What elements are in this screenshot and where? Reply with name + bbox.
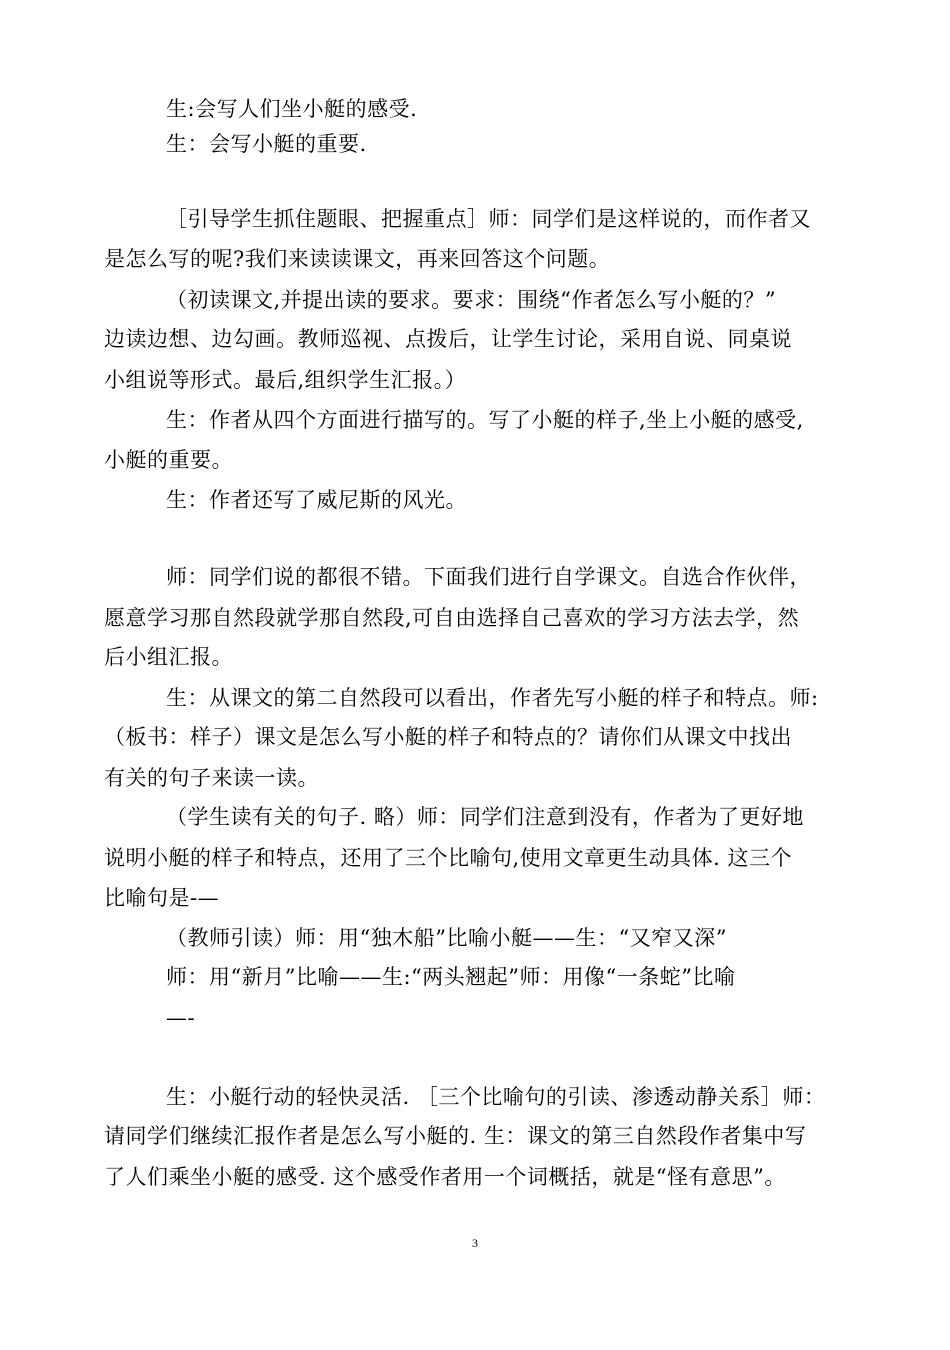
- text-line: 后小组汇报。: [104, 645, 233, 669]
- text-line: （教师引读）师：用“独木船”比喻小艇——生：“又窄又深”: [166, 926, 727, 950]
- text-line: 说明小艇的样子和特点，还用了三个比喻句,使用文章更生动具体. 这三个: [104, 846, 793, 870]
- text-line: 小艇的重要。: [104, 448, 233, 472]
- text-line: 师：同学们说的都很不错。下面我们进行自学课文。自选合作伙伴，: [166, 565, 811, 589]
- text-line: 生：会写小艇的重要.: [166, 132, 367, 156]
- text-line: 小组说等形式。最后,组织学生汇报。）: [104, 368, 467, 392]
- text-line: 生：作者从四个方面进行描写的。写了小艇的样子,坐上小艇的感受,: [166, 408, 804, 432]
- text-line: 有关的句子来读一读。: [104, 766, 319, 790]
- page-number: 3: [472, 1236, 478, 1250]
- text-line: （初读课文,并提出读的要求。要求：围绕“作者怎么写小艇的？”: [166, 288, 777, 312]
- text-line: 比喻句是-—: [104, 886, 220, 910]
- text-line: （板书：样子）课文是怎么写小艇的样子和特点的？请你们从课文中找出: [104, 725, 792, 749]
- text-line: 生：作者还写了威尼斯的风光。: [166, 488, 467, 512]
- text-line: 师：用“新月”比喻——生:“两头翘起”师：用像“一条蛇”比喻: [166, 965, 736, 989]
- text-line: 边读边想、边勾画。教师巡视、点拨后，让学生讨论，采用自说、同桌说: [104, 327, 792, 351]
- text-line: 生：小艇行动的轻快灵活. ［三个比喻句的引读、渗透动静关系］师：: [166, 1085, 826, 1109]
- text-line: 生:会写人们坐小艇的感受.: [166, 97, 418, 121]
- text-line: —-: [166, 1006, 196, 1030]
- text-line: ［引导学生抓住题眼、把握重点］师：同学们是这样说的，而作者又: [166, 207, 811, 231]
- text-line: 了人们乘坐小艇的感受. 这个感受作者用一个词概括，就是“怪有意思”。: [104, 1165, 786, 1189]
- text-line: （学生读有关的句子. 略）师：同学们注意到没有，作者为了更好地: [166, 805, 804, 829]
- text-line: 是怎么写的呢?我们来读读课文，再来回答这个问题。: [104, 247, 611, 271]
- text-line: 生：从课文的第二自然段可以看出，作者先写小艇的样子和特点。师:: [166, 686, 819, 710]
- text-line: 愿意学习那自然段就学那自然段,可自由选择自己喜欢的学习方法去学，然: [104, 606, 800, 630]
- text-line: 请同学们继续汇报作者是怎么写小艇的. 生：课文的第三自然段作者集中写: [104, 1124, 807, 1148]
